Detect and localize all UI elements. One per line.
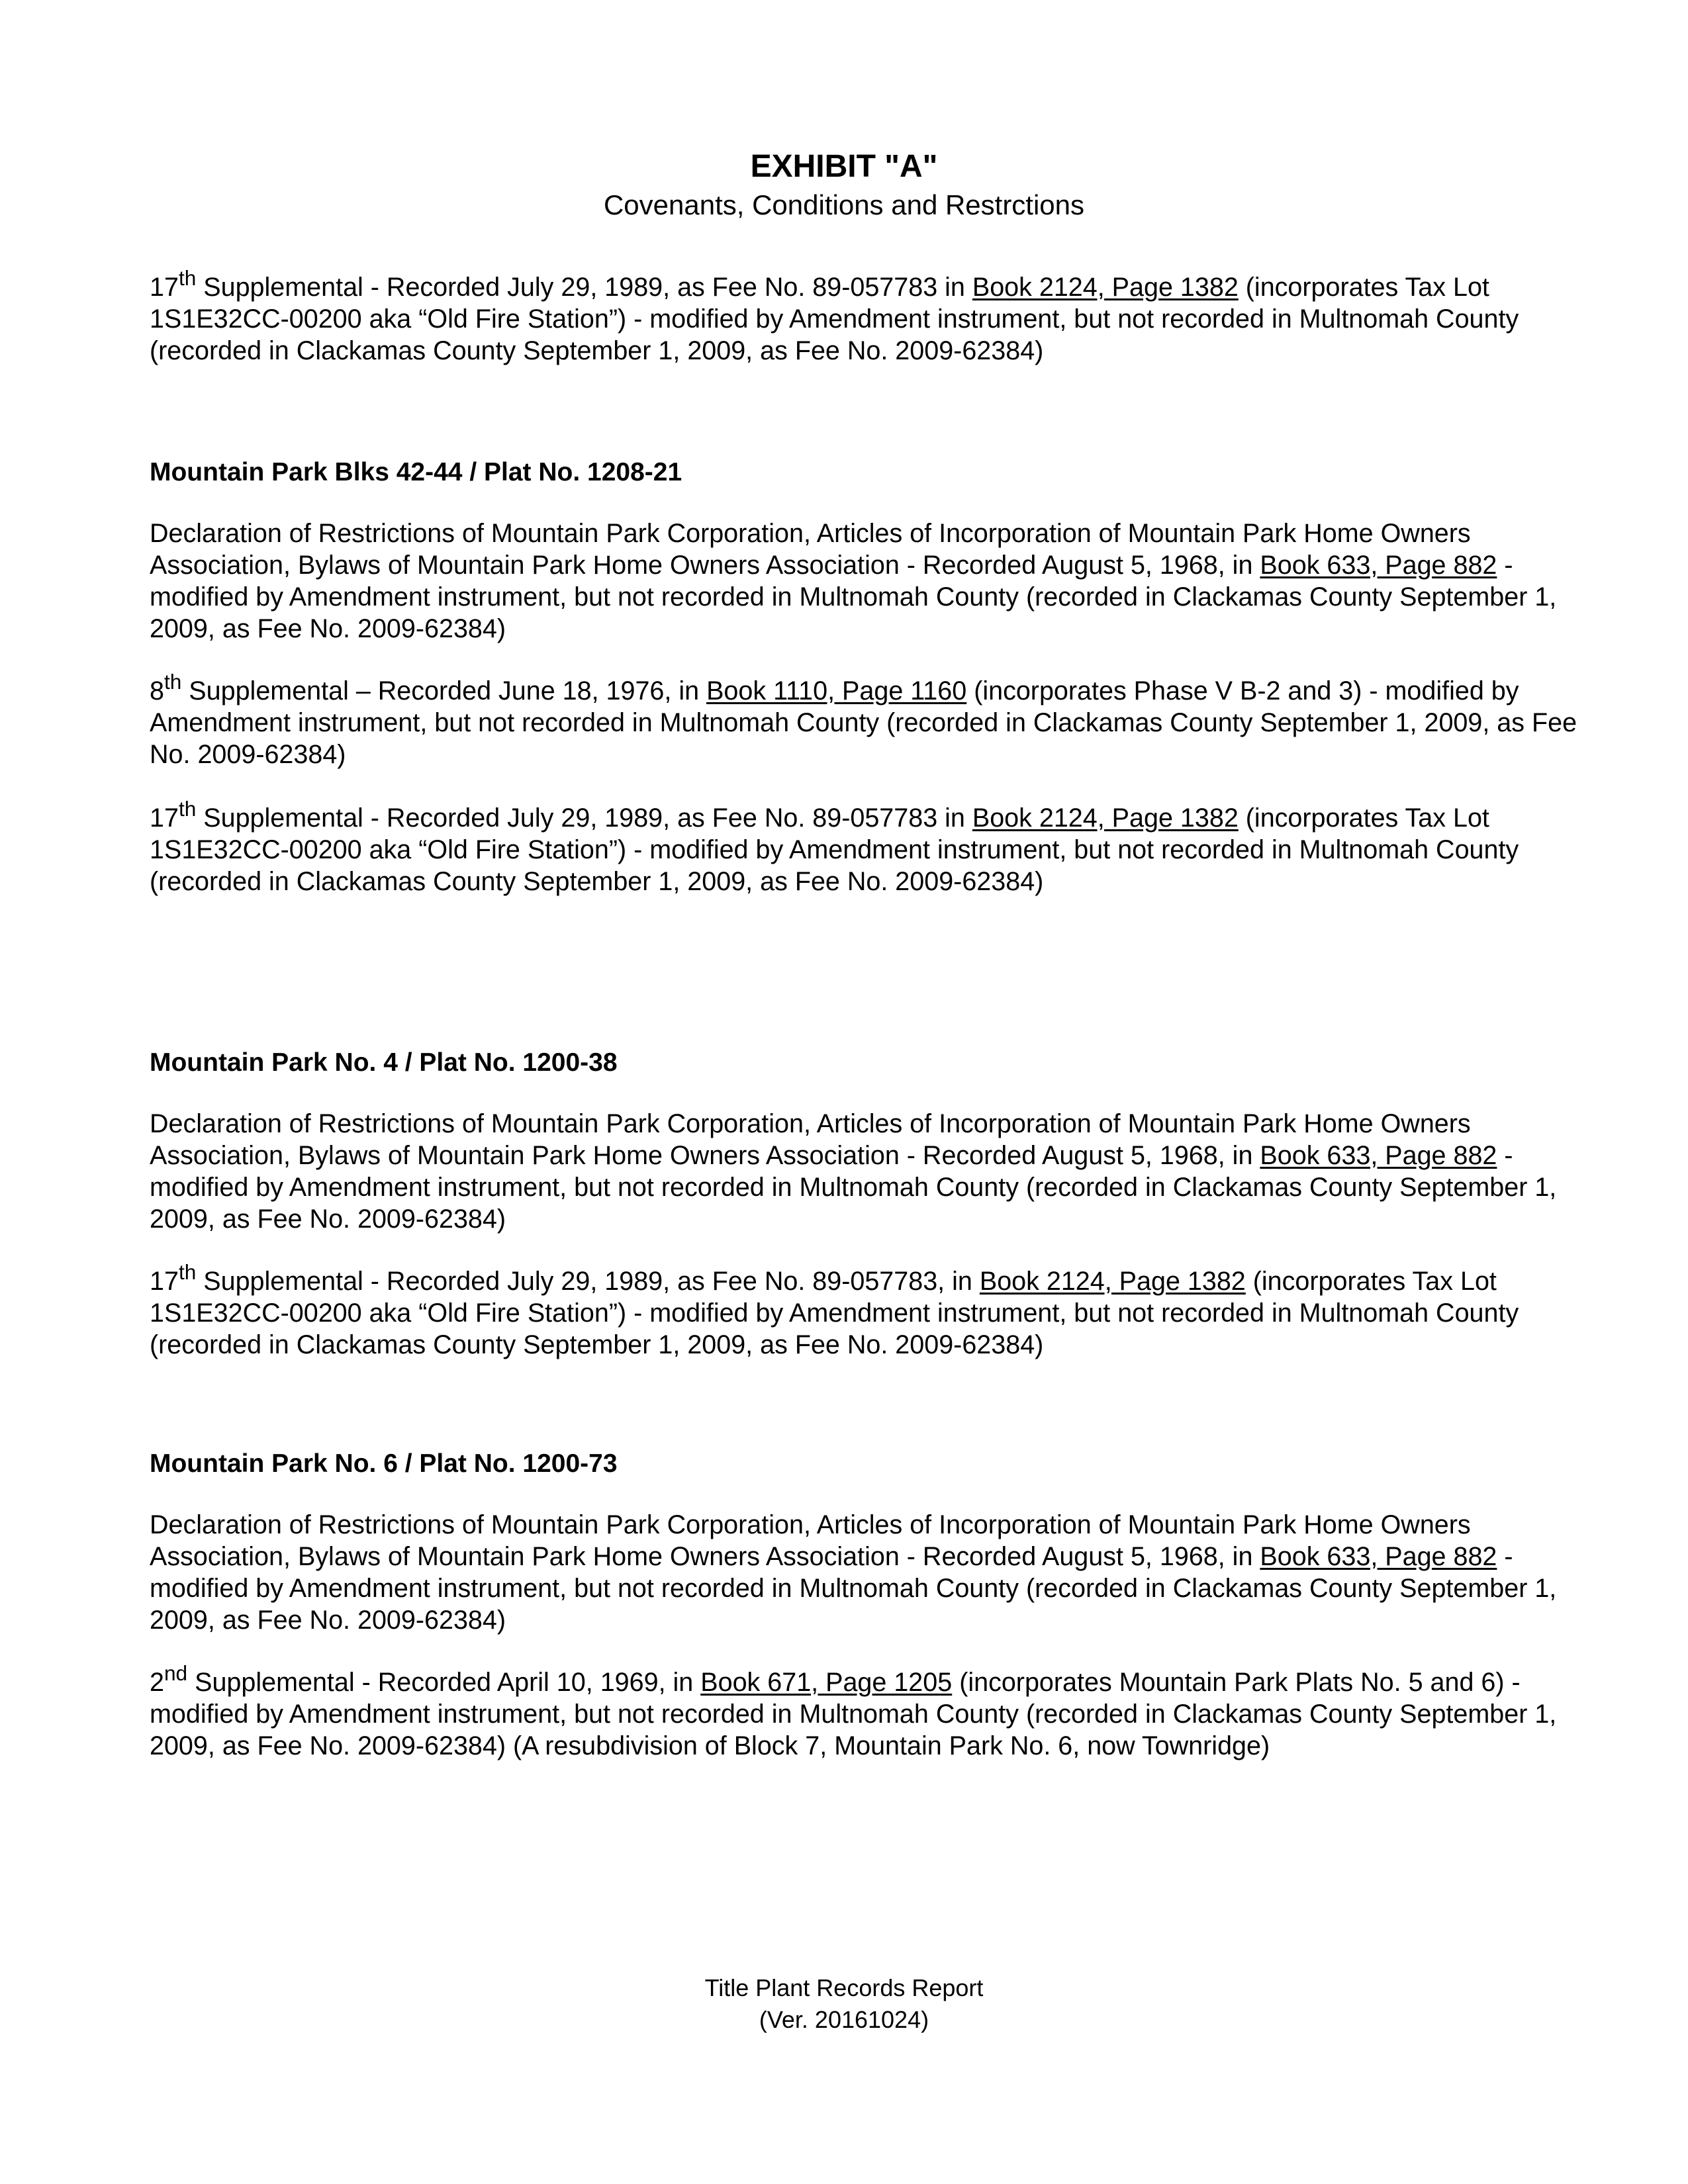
supplemental-entry: 17th Supplemental - Recorded July 29, 1989, as Fee No. 89-057783 in Book 2124, Page 1382 (incorporates Tax Lot 1S1E32CC-00200 aka “Old Fire Station”) - modified by Amendment instrument, but not recorded in Multnomah County (recorded in Clackamas County September 1, 2009, as Fee No. 2009-62384) bbox=[150, 797, 1519, 896]
ordinal-number: 17 bbox=[150, 803, 179, 833]
book-page-reference: Book 2124, Page 1382 bbox=[972, 273, 1239, 302]
ordinal-number: 17 bbox=[150, 273, 179, 302]
book-page-reference: Book 671, Page 1205 bbox=[700, 1668, 953, 1697]
book-page-reference: Book 1110, Page 1160 bbox=[706, 676, 967, 705]
ordinal-number: 2 bbox=[150, 1668, 164, 1697]
declaration-entry: Declaration of Restrictions of Mountain Park Corporation, Articles of Incorporation of Mountain Park Home Owners Association, Bylaws of Mountain Park Home Owners Association - Recorded August 5, 1968, in Book 633, Page 882 - modified by Amendment instrument, but not recorded in Multnomah County (recorded in Clackamas County September 1, 2009, as Fee No. 2009-62384) bbox=[150, 1109, 1557, 1234]
declaration-entry: Declaration of Restrictions of Mountain Park Corporation, Articles of Incorporation of Mountain Park Home Owners Association, Bylaws of Mountain Park Home Owners Association - Recorded August 5, 1968, in Book 633, Page 882 - modified by Amendment instrument, but not recorded in Multnomah County (recorded in Clackamas County September 1, 2009, as Fee No. 2009-62384) bbox=[150, 519, 1557, 643]
declaration-entry: Declaration of Restrictions of Mountain Park Corporation, Articles of Incorporation of Mountain Park Home Owners Association, Bylaws of Mountain Park Home Owners Association - Recorded August 5, 1968, in Book 633, Page 882 - modified by Amendment instrument, but not recorded in Multnomah County (recorded in Clackamas County September 1, 2009, as Fee No. 2009-62384) bbox=[150, 1510, 1557, 1635]
ordinal-suffix: th bbox=[178, 266, 197, 291]
footer-report-title: Title Plant Records Report bbox=[704, 1974, 984, 2001]
book-page-reference: Book 633, Page 882 bbox=[1260, 1542, 1497, 1571]
exhibit-title: EXHIBIT "A" bbox=[750, 149, 938, 184]
section-heading: Mountain Park No. 4 / Plat No. 1200-38 bbox=[150, 1048, 618, 1077]
book-page-reference: Book 2124, Page 1382 bbox=[972, 803, 1239, 833]
book-page-reference: Book 633, Page 882 bbox=[1260, 551, 1497, 580]
ordinal-suffix: th bbox=[178, 1260, 197, 1285]
exhibit-subtitle: Covenants, Conditions and Restrctions bbox=[603, 189, 1085, 220]
document-footer bbox=[0, 1972, 1688, 2036]
footer-version: (Ver. 20161024) bbox=[759, 2006, 929, 2033]
supplemental-entry: 8th Supplemental – Recorded June 18, 1976, in Book 1110, Page 1160 (incorporates Phase V B-2 and 3) - modified by Amendment instrument, but not recorded in Multnomah County (recorded in Clackamas County September 1, 2009, as Fee No. 2009-62384) bbox=[150, 670, 1577, 769]
supplemental-entry: 2nd Supplemental - Recorded April 10, 1969, in Book 671, Page 1205 (incorporates Mountain Park Plats No. 5 and 6) - modified by Amendment instrument, but not recorded in Multnomah County (recorded in Clackamas County September 1, 2009, as Fee No. 2009-62384) (A resubdivision of Block 7, Mountain Park No. 6, now Townridge) bbox=[150, 1661, 1557, 1760]
book-page-reference: Book 633, Page 882 bbox=[1260, 1141, 1497, 1170]
intro-supplemental-entry: 17th Supplemental - Recorded July 29, 1989, as Fee No. 89-057783 in Book 2124, Page 1382 (incorporates Tax Lot 1S1E32CC-00200 aka “Old Fire Station”) - modified by Amendment instrument, but not recorded in Multnomah County (recorded in Clackamas County September 1, 2009, as Fee No. 2009-62384) bbox=[150, 266, 1519, 365]
ordinal-number: 17 bbox=[150, 1267, 179, 1296]
ordinal-suffix: nd bbox=[164, 1661, 188, 1686]
ordinal-number: 8 bbox=[150, 676, 164, 705]
document-header bbox=[0, 147, 1688, 224]
book-page-reference: Book 2124, Page 1382 bbox=[979, 1267, 1246, 1296]
section-heading: Mountain Park No. 6 / Plat No. 1200-73 bbox=[150, 1449, 618, 1478]
section-heading: Mountain Park Blks 42-44 / Plat No. 1208-21 bbox=[150, 458, 682, 486]
supplemental-entry: 17th Supplemental - Recorded July 29, 1989, as Fee No. 89-057783, in Book 2124, Page 1382 (incorporates Tax Lot 1S1E32CC-00200 aka “Old Fire Station”) - modified by Amendment instrument, but not recorded in Multnomah County (recorded in Clackamas County September 1, 2009, as Fee No. 2009-62384) bbox=[150, 1260, 1519, 1359]
ordinal-suffix: th bbox=[164, 670, 182, 694]
ordinal-suffix: th bbox=[178, 797, 197, 821]
